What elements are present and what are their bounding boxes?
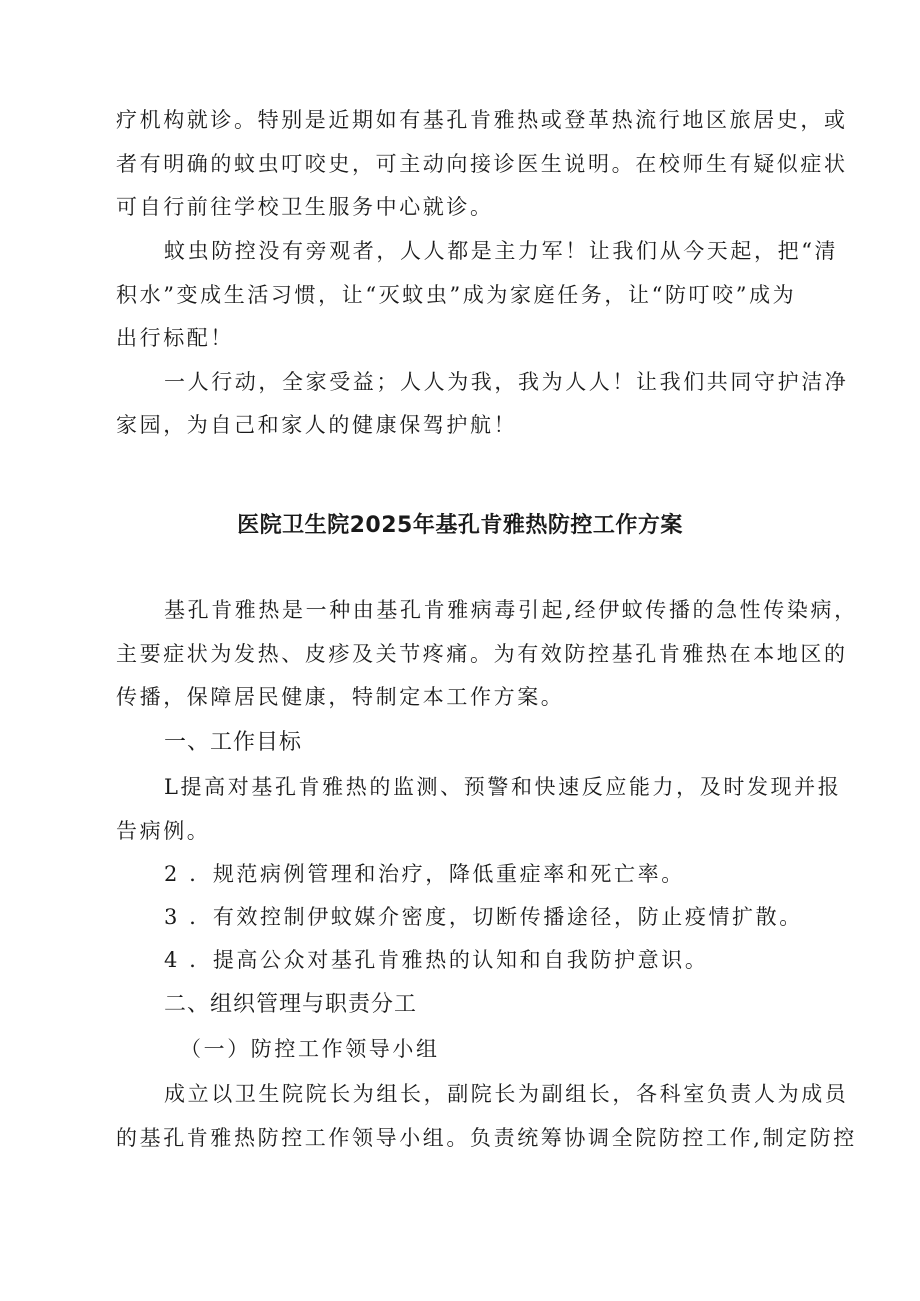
- document-title: 医院卫生院2025年基孔肯雅热防控工作方案: [237, 513, 683, 538]
- intro-p3-line-1: 一人行动，全家受益；人人为我，我为人人！让我们共同守护洁净: [164, 370, 849, 394]
- section-1-heading: 一、工作目标: [164, 730, 303, 755]
- intro-p2-line-2: 积水”变成生活习惯，让“灭蚊虫”成为家庭任务，让“防叮咬”成为: [116, 283, 797, 307]
- intro-p1-line-3: 可自行前往学校卫生服务中心就诊。: [116, 195, 494, 219]
- goal-item-3: 3 ．有效控制伊蚊媒介密度，切断传播途径，防止疫情扩散。: [164, 905, 803, 929]
- goal-item-1-cont: 告病例。: [116, 819, 211, 843]
- preface-line-1: 基孔肯雅热是一种由基孔肯雅病毒引起,经伊蚊传播的急性传染病，: [164, 598, 858, 622]
- section-2-heading: 二、组织管理与职责分工: [164, 992, 418, 1017]
- intro-p2-line-1: 蚊虫防控没有旁观者，人人都是主力军！让我们从今天起，把“清: [164, 239, 839, 263]
- intro-p1-line-2: 者有明确的蚊虫叮咬史，可主动向接诊医生说明。在校师生有疑似症状: [116, 152, 848, 176]
- section-2-body-line-1: 成立以卫生院院长为组长，副院长为副组长，各科室负责人为成员: [164, 1082, 849, 1106]
- section-2-body-line-2: 的基孔肯雅热防控工作领导小组。负责统筹协调全院防控工作,制定防控: [116, 1126, 857, 1150]
- goal-item-1: L提高对基孔肯雅热的监测、预警和快速反应能力，及时发现并报: [164, 775, 842, 799]
- preface-line-2: 主要症状为发热、皮疹及关节疼痛。为有效防控基孔肯雅热在本地区的: [116, 642, 848, 666]
- intro-p3-line-2: 家园，为自己和家人的健康保驾护航！: [116, 413, 518, 437]
- intro-p1-line-1: 疗机构就诊。特别是近期如有基孔肯雅热或登革热流行地区旅居史，或: [116, 108, 848, 132]
- goal-item-2: 2 ．规范病例管理和治疗，降低重症率和死亡率。: [164, 862, 685, 886]
- goal-item-4: 4 ．提高公众对基孔肯雅热的认知和自我防护意识。: [164, 948, 709, 972]
- intro-p2-line-3: 出行标配！: [116, 326, 234, 350]
- section-2-subheading: （一）防控工作领导小组: [180, 1037, 440, 1061]
- preface-line-3: 传播，保障居民健康，特制定本工作方案。: [116, 685, 565, 709]
